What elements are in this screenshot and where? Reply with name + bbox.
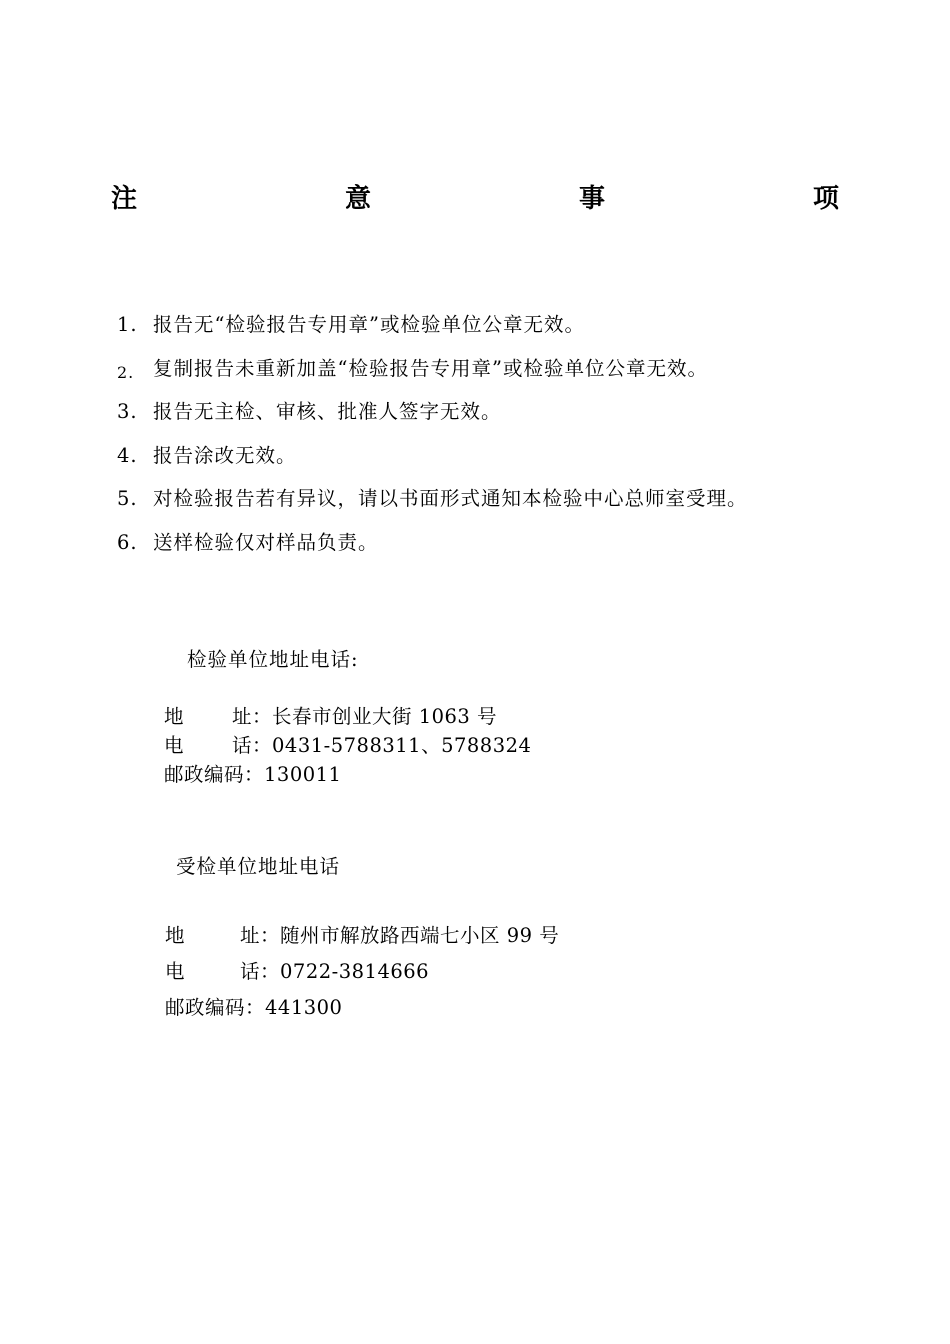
note-number: 4. <box>117 443 138 467</box>
note-number: 2. <box>117 362 135 382</box>
phone-label-part2: 话： <box>232 734 273 757</box>
note-text: 对检验报告若有异议，请以书面形式通知本检验中心总师室受理。 <box>153 487 748 510</box>
address-label-part2: 址： <box>240 924 281 947</box>
postal-label: 邮政编码： <box>164 763 265 786</box>
postal-value: 130011 <box>264 763 342 786</box>
phone-row <box>164 731 531 760</box>
note-text: 报告无“检验报告专用章”或检验单位公章无效。 <box>153 313 585 336</box>
note-text: 报告涂改无效。 <box>153 443 297 467</box>
phone-value: 0722-3814666 <box>280 960 430 983</box>
postal-row <box>164 760 531 789</box>
phone-label-part1: 电 <box>165 960 186 983</box>
address-label-part2: 址： <box>232 705 273 728</box>
page-title: 注 意 事 项 <box>110 184 891 214</box>
note-item <box>117 310 917 354</box>
address-value: 随州市解放路西端七小区 99 号 <box>280 924 560 947</box>
inspected-unit-heading: 受检单位地址电话 <box>176 855 341 878</box>
phone-label-part2: 话： <box>240 960 281 983</box>
note-number: 1. <box>117 313 138 336</box>
note-item <box>117 354 917 398</box>
inspection-unit-heading: 检验单位地址电话: <box>187 648 359 671</box>
inspection-unit-info <box>164 702 531 789</box>
note-item <box>117 528 917 572</box>
address-row <box>164 702 531 731</box>
address-label-part1: 地 <box>164 705 185 728</box>
note-item <box>117 484 917 528</box>
postal-value: 441300 <box>265 996 343 1019</box>
address-row <box>165 918 559 954</box>
note-number: 5. <box>117 487 138 510</box>
note-item <box>117 441 917 485</box>
note-item <box>117 397 917 441</box>
address-value: 长春市创业大街 1063 号 <box>272 705 498 728</box>
address-label-part1: 地 <box>165 924 186 947</box>
postal-row <box>165 990 559 1026</box>
note-text: 报告无主检、审核、批准人签字无效。 <box>153 400 502 423</box>
phone-label-part1: 电 <box>164 734 185 757</box>
inspected-unit-info <box>165 918 559 1026</box>
note-text: 复制报告未重新加盖“检验报告专用章”或检验单位公章无效。 <box>153 356 708 380</box>
note-number: 3. <box>117 400 138 423</box>
note-text: 送样检验仅对样品负责。 <box>153 530 379 554</box>
phone-value: 0431-5788311、5788324 <box>272 734 532 757</box>
postal-label: 邮政编码： <box>165 996 266 1019</box>
phone-row <box>165 954 559 990</box>
notes-list <box>117 310 917 571</box>
note-number: 6. <box>117 530 138 554</box>
